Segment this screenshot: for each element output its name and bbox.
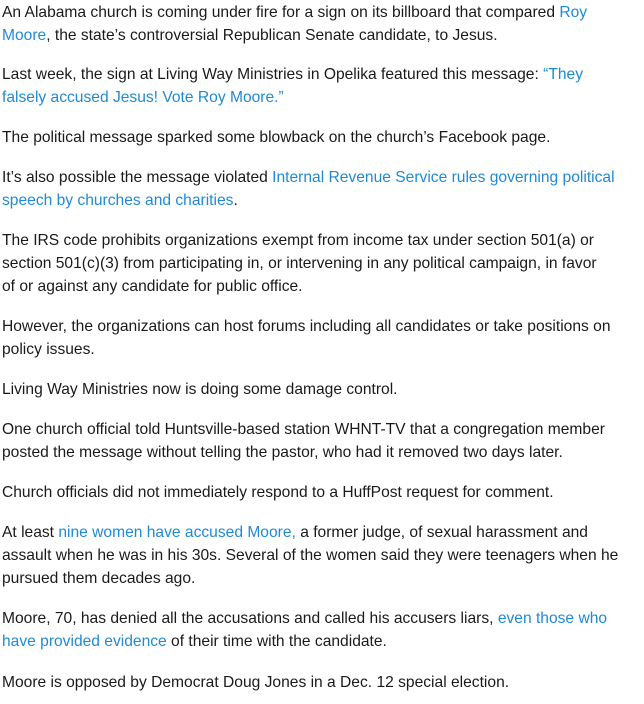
paragraph — [2, 166, 615, 212]
paragraph — [2, 315, 611, 361]
paragraph-text: assault when he was in his 30s. Several of the women said they were teenagers when he — [2, 547, 619, 564]
roy-moore-link[interactable]: Roy — [559, 4, 588, 21]
evidence-link-continued[interactable]: have provided evidence — [2, 633, 167, 650]
evidence-link[interactable]: even those who — [497, 610, 608, 627]
paragraph — [2, 671, 509, 694]
paragraph-text: The political message sparked some blowback on the church’s Facebook page. — [2, 129, 551, 146]
paragraph-text: Last week, the sign at Living Way Ministries in Opelika featured this message: — [2, 66, 544, 83]
paragraph-text: An Alabama church is coming under fire for a sign on its billboard that compared — [2, 4, 560, 21]
paragraph-text: of their time with the candidate. — [166, 633, 387, 650]
paragraph — [2, 1, 587, 47]
roy-moore-link-continued[interactable]: Moore — [2, 27, 47, 44]
text-line — [2, 1, 587, 24]
paragraph-text: of or against any candidate for public office. — [2, 278, 303, 295]
text-line — [2, 521, 618, 544]
text-line — [2, 24, 587, 47]
irs-rules-link-continued[interactable]: speech by churches and charities — [2, 192, 234, 209]
paragraph — [2, 521, 618, 590]
paragraph-text: One church official told Huntsville-based station WHNT-TV that a congregation member — [2, 421, 605, 438]
paragraph-text: . — [233, 192, 238, 209]
paragraph-text: Moore, 70, has denied all the accusations and called his accusers liars, — [2, 610, 498, 627]
paragraph-text: It’s also possible the message violated — [2, 169, 273, 186]
paragraph — [2, 126, 550, 149]
paragraph-text: Moore is opposed by Democrat Doug Jones in a Dec. 12 special election. — [2, 674, 510, 691]
paragraph-text: pursued them decades ago. — [2, 570, 196, 587]
paragraph — [2, 481, 554, 504]
paragraph-text: policy issues. — [2, 341, 95, 358]
text-line — [2, 63, 583, 86]
paragraph — [2, 607, 607, 653]
paragraph-text: posted the message without telling the pastor, who had it removed two days later. — [2, 444, 563, 461]
paragraph-text: section 501(c)(3) from participating in, or intervening in any political campaign, in favor — [2, 255, 597, 272]
text-line — [2, 166, 615, 189]
text-line — [2, 607, 607, 630]
paragraph — [2, 378, 398, 401]
paragraph-text: The IRS code prohibits organizations exempt from income tax under section 501(a) or — [2, 232, 594, 249]
paragraph-text: Living Way Ministries now is doing some damage control. — [2, 381, 398, 398]
text-line — [2, 86, 583, 109]
nine-women-link[interactable]: nine women have accused Moore, — [58, 524, 296, 541]
text-line — [2, 189, 615, 212]
paragraph — [2, 229, 597, 298]
paragraph — [2, 63, 583, 109]
paragraph-text: However, the organizations can host forums including all candidates or take positions on — [2, 318, 611, 335]
sign-message-link[interactable]: “They — [543, 66, 583, 83]
paragraph — [2, 418, 605, 464]
paragraph-text: At least — [2, 524, 59, 541]
text-line — [2, 630, 607, 653]
sign-message-link-continued[interactable]: falsely accused Jesus! Vote Roy Moore.” — [2, 89, 284, 106]
irs-rules-link[interactable]: Internal Revenue Service rules governing political — [272, 169, 615, 186]
paragraph-text: Church officials did not immediately respond to a HuffPost request for comment. — [2, 484, 554, 501]
paragraph-text: a former judge, of sexual harassment and — [295, 524, 588, 541]
paragraph-text: , the state’s controversial Republican Senate candidate, to Jesus. — [46, 27, 498, 44]
